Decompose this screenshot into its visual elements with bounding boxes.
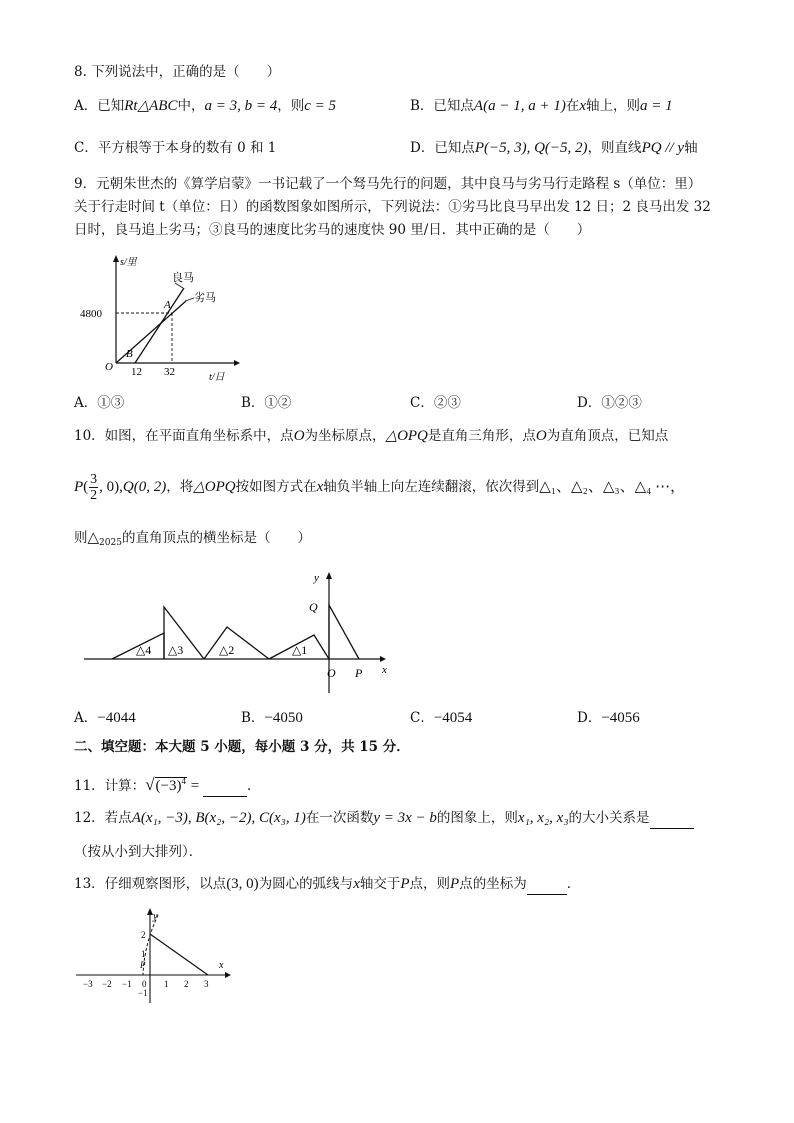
q13-y-tick-neg1: −1 xyxy=(138,988,148,998)
q10-x-label: x xyxy=(382,664,387,676)
q12-line2: （按从小到大排列）． xyxy=(74,844,203,860)
q8-option-b[interactable]: B．已知点A(a − 1, a + 1)在x轴上，则a = 1 xyxy=(410,98,673,114)
q13-p-label: P xyxy=(140,960,146,970)
q9-x-axis-label: t/日 xyxy=(209,372,225,383)
q10-graph xyxy=(84,565,394,695)
q10-x-arrow-icon xyxy=(380,656,386,662)
q9-bad-horse-label: 劣马 xyxy=(194,292,216,304)
q13-y-label: y xyxy=(153,911,158,922)
q10-tri-3-label: △3 xyxy=(168,643,184,657)
q8-option-c[interactable]: C．平方根等于本身的数有 0 和 1 xyxy=(74,140,277,156)
q9-bad-horse-leader xyxy=(185,298,194,301)
q9-x-tick-32: 32 xyxy=(164,366,175,378)
q13-x-tick-0: 0 xyxy=(142,979,147,989)
q10-q-label: Q xyxy=(309,600,318,614)
q10-o-label: O xyxy=(327,666,336,680)
q9-origin-label: O xyxy=(105,361,113,373)
q9-good-horse-line xyxy=(135,288,184,363)
q13-x-arrow-icon xyxy=(225,972,231,978)
q13-y-tick-2: 2 xyxy=(141,930,146,940)
q13-x-tick-3: 3 xyxy=(204,979,209,989)
q8-option-a[interactable]: A．已知Rt△ABC中，a = 3, b = 4，则c = 5 xyxy=(74,98,336,114)
q13-answer-blank[interactable] xyxy=(527,874,567,895)
q8-option-d[interactable]: D．已知点P(−5, 3), Q(−5, 2)，则直线PQ // y轴 xyxy=(410,140,698,156)
q13-x-tick-1: 1 xyxy=(164,979,169,989)
q10-option-b[interactable]: B．−4050 xyxy=(241,710,303,726)
q10-triangle-opq xyxy=(329,605,359,659)
q10-triangle-2 xyxy=(204,627,269,659)
q9-option-c[interactable]: C．②③ xyxy=(410,395,461,411)
section-2-heading: 二、填空题：本大题 5 小题，每小题 3 分，共 15 分． xyxy=(74,739,410,755)
q10-option-c[interactable]: C．−4054 xyxy=(410,710,473,726)
q13-x-label: x xyxy=(219,960,224,971)
q10-option-a[interactable]: A．−4044 xyxy=(74,710,136,726)
q9-good-horse-label: 良马 xyxy=(172,272,194,284)
q10-line1: 10．如图，在平面直角坐标系中，点O为坐标原点，△OPQ是直角三角形，点O为直角顶点，已知点 xyxy=(74,428,669,444)
q9-line2: 关于行走时间 t（单位：日）的函数图象如图所示，下列说法：①劣马比良马早出发 12 日；2 良马出发 32 xyxy=(74,199,711,215)
q10-p-label: P xyxy=(355,666,363,680)
q8-stem: 8. 下列说法中，正确的是（ ） xyxy=(74,64,281,80)
q9-option-a[interactable]: A．①③ xyxy=(74,395,125,411)
q9-option-b[interactable]: B．①② xyxy=(241,395,292,411)
q12-line1: 12．若点A(x₁, −3), B(x₂, −2), C(x₃, 1)在一次函数y = 3x − b的图象上，则x₁, x₂, x₃的大小关系是 xyxy=(74,808,694,829)
q10-tri-2-label: △2 xyxy=(219,643,235,657)
q10-frac: $\frac{3}{2}$ xyxy=(90,472,98,503)
q13-x-tick-neg2: −2 xyxy=(102,979,112,989)
q10-tri-1-label: △1 xyxy=(292,643,308,657)
q10-y-label: y xyxy=(314,572,319,584)
q9-option-d[interactable]: D．①②③ xyxy=(577,395,642,411)
q13-y-tick-1: 1 xyxy=(141,949,146,959)
q13-segment xyxy=(150,934,208,975)
q13-x-tick-neg3: −3 xyxy=(83,979,93,989)
q9-graph xyxy=(74,248,244,388)
q10-option-d[interactable]: D．−4056 xyxy=(577,710,640,726)
q10-y-arrow-icon xyxy=(326,572,332,579)
q9-x-arrow-icon xyxy=(234,360,240,366)
q9-x-tick-12: 12 xyxy=(131,366,142,378)
q13-line: 13．仔细观察图形，以点(3, 0)为圆心的弧线与x轴交于P点，则P点的坐标为 ． xyxy=(74,874,580,895)
q11-answer-blank[interactable] xyxy=(203,776,247,797)
q9-line1: 9．元朝朱世杰的《算学启蒙》一书记载了一个驽马先行的问题，其中良马与劣马行走路程 s（单位：里） xyxy=(74,176,702,192)
q13-x-tick-2: 2 xyxy=(184,979,189,989)
q10-line3: 则$\triangle_{2025}$的直角顶点的横坐标是（ ） xyxy=(74,530,311,548)
q10-line2: P( $\frac{3}{2}$ , 0),Q(0, 2)，将△OPQ按如图方式在x轴负半轴上向左连续翻滚，依次得到△₁、△₂、△₃、△₄ ⋯， xyxy=(74,472,686,503)
q13-graph xyxy=(74,905,234,1010)
q13-x-tick-neg1: −1 xyxy=(122,979,132,989)
q9-point-a-label: A xyxy=(164,299,171,311)
q10-tri-4-label: △4 xyxy=(136,643,152,657)
q9-y-tick-4800: 4800 xyxy=(80,308,102,320)
q9-point-b-label: B xyxy=(126,348,133,360)
q9-y-axis-label: s/里 xyxy=(120,257,137,268)
q11: 11．计算：$√(-3)^4$ = ． xyxy=(74,771,260,797)
q9-line3: 日时，良马追上劣马；③良马的速度比劣马的速度快 90 里/日．其中正确的是（ ） xyxy=(74,222,591,238)
q12-answer-blank[interactable] xyxy=(650,808,694,829)
q9-y-arrow-icon xyxy=(113,255,119,262)
